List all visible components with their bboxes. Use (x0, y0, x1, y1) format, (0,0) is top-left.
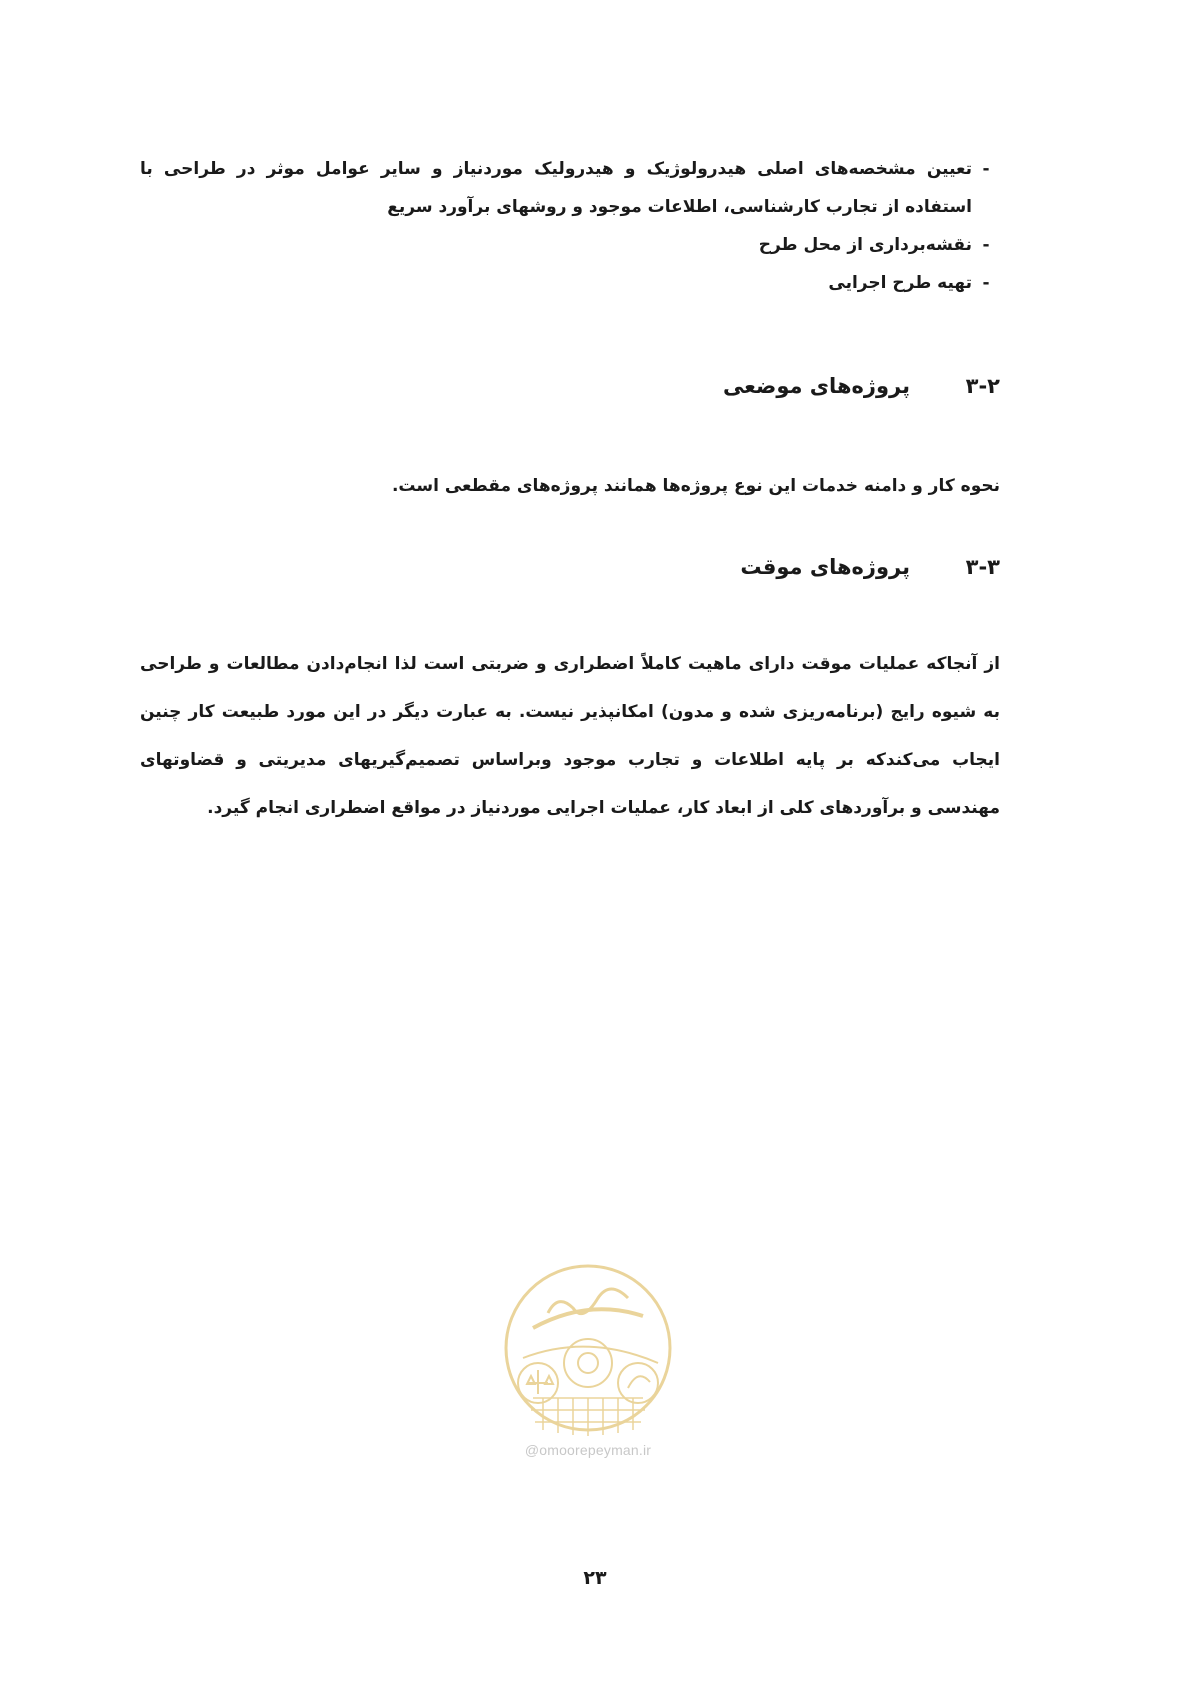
section-paragraph-3-3: از آنجاکه عملیات موقت دارای ماهیت کاملاً اضطراری و ضربتی است لذا انجام‌دادن مطالعات و طراحی به شیوه رایج (برنامه‌ریزی شده و مدون) امکانپذیر نیست. به عبارت دیگر در این مورد طبیعت کار چنین ایجاب می‌کندکه بر پایه اطلاعات و تجارب موجود وبراساس تصمیم‌گیریهای مدیریتی و قضاوتهای مهندسی و برآوردهای کلی از ابعاد کار، عملیات اجرایی موردنیاز در مواقع اضطراری انجام گیرد. (140, 654, 1000, 818)
list-item (140, 150, 1000, 226)
bullet-text: تعیین مشخصه‌های اصلی هیدرولوژیک و هیدرولیک موردنیاز و سایر عوامل موثر در طراحی با استفاده از تجارب کارشناسی، اطلاعات موجود و روشهای برآورد سریع (140, 159, 972, 217)
section-number: ۳-۳ (965, 555, 1000, 579)
section-paragraph-3-2: نحوه کار و دامنه خدمات این نوع پروژه‌ها همانند پروژه‌های مقطعی است. (391, 476, 1000, 496)
list-item (140, 264, 1000, 302)
section-title: پروژه‌های موقت (740, 555, 910, 579)
watermark-url: @omoorepeyman.ir (524, 1442, 652, 1458)
bullet-list (140, 150, 1000, 302)
section-number: ۳-۲ (965, 374, 1000, 398)
bullet-dash: - (982, 273, 990, 293)
bullet-text: تهیه طرح اجرایی (828, 273, 972, 293)
section-heading-3-2 (723, 374, 1000, 398)
list-item (140, 226, 1000, 264)
page-number: ۲۳ (583, 1567, 607, 1589)
bullet-dash: - (982, 159, 990, 179)
bullet-text: نقشه‌برداری از محل طرح (758, 235, 972, 255)
section-title: پروژه‌های موضعی (722, 374, 910, 398)
bullet-dash: - (982, 235, 990, 255)
section-heading-3-3 (740, 555, 1000, 579)
watermark-logo (493, 1258, 683, 1468)
logo-emblem-icon (493, 1258, 683, 1438)
